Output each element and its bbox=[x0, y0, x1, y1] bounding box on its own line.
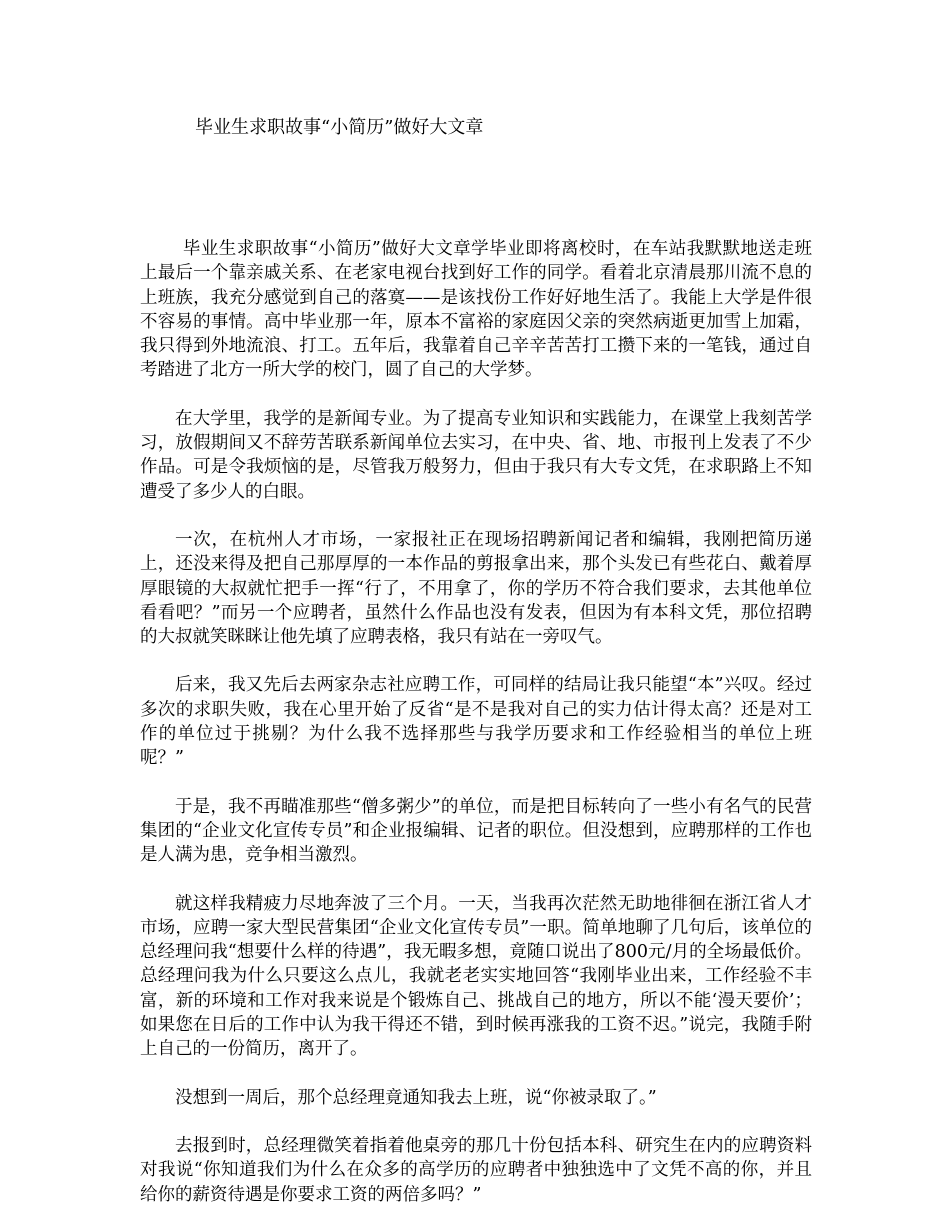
paragraph-4: 后来，我又先后去两家杂志社应聘工作，可同样的结局让我只能望“本”兴叹。经过多次的求职失败，我在心里开始了反省“是不是我对自己的实力估计得太高？还是对工作的单位过于挑剔？为什么我不选择那些与我学历要求和工作经验相当的单位上班呢？” bbox=[140, 675, 812, 769]
paragraph-5: 于是，我不再瞄准那些“僧多粥少”的单位，而是把目标转向了一些小有名气的民营集团的“企业文化宣传专员”和企业报编辑、记者的职位。但没想到，应聘那样的工作也是人满为患，竞争相当激烈。 bbox=[140, 796, 812, 866]
document-body bbox=[140, 237, 812, 1231]
paragraph-8: 去报到时，总经理微笑着指着他桌旁的那几十份包括本科、研究生在内的应聘资料对我说“你知道我们为什么在众多的高学历的应聘者中独独选中了文凭不高的你，并且给你的薪资待遇是你要求工资的两倍多吗？” bbox=[140, 1135, 812, 1205]
document-title: 毕业生求职故事“小简历”做好大文章 bbox=[195, 117, 484, 138]
paragraph-7: 没想到一周后，那个总经理竟通知我去上班，说“你被录取了。” bbox=[175, 1087, 657, 1108]
paragraph-2: 在大学里，我学的是新闻专业。为了提高专业知识和实践能力，在课堂上我刻苦学习，放假期间又不辞劳苦联系新闻单位去实习，在中央、省、地、市报刊上发表了不少作品。可是令我烦恼的是，尽管我万般努力，但由于我只有大专文凭，在求职路上不知遭受了多少人的白眼。 bbox=[140, 408, 812, 502]
paragraph-3: 一次，在杭州人才市场，一家报社正在现场招聘新闻记者和编辑，我刚把简历递上，还没来得及把自己那厚厚的一本作品的剪报拿出来，那个头发已有些花白、戴着厚厚眼镜的大叔就忙把手一挥“行了，不用拿了，你的学历不符合我们要求，去其他单位看看吧？”而另一个应聘者，虽然什么作品也没有发表，但因为有本科文凭，那位招聘的大叔就笑眯眯让他先填了应聘表格，我只有站在一旁叹气。 bbox=[140, 529, 812, 648]
paragraph-6: 就这样我精疲力尽地奔波了三个月。一天，当我再次茫然无助地徘徊在浙江省人才市场，应聘一家大型民营集团“企业文化宣传专员”一职。简单地聊了几句后，该单位的总经理问我“想要什么样的待遇”，我无暇多想，竟随口说出了800元/月的全场最低价。总经理问我为什么只要这么点儿，我就老老实实地回答“我刚毕业出来，工作经验不丰富，新的环境和工作对我来说是个锻炼自己、挑战自己的地方，所以不能‘漫天要价’；如果您在日后的工作中认为我干得还不错，到时候再涨我的工资不迟。”说完，我随手附上自己的一份简历，离开了。 bbox=[140, 893, 812, 1060]
paragraph-1: 毕业生求职故事“小简历”做好大文章学毕业即将离校时，在车站我默默地送走班上最后一个靠亲戚关系、在老家电视台找到好工作的同学。看着北京清晨那川流不息的上班族，我充分感觉到自己的落寞——是该找份工作好好地生活了。我能上大学是件很不容易的事情。高中毕业那一年，原本不富裕的家庭因父亲的突然病逝更加雪上加霜，我只得到外地流浪、打工。五年后，我靠着自己辛辛苦苦打工攒下来的一笔钱，通过自考踏进了北方一所大学的校门，圆了自己的大学梦。 bbox=[140, 239, 812, 381]
